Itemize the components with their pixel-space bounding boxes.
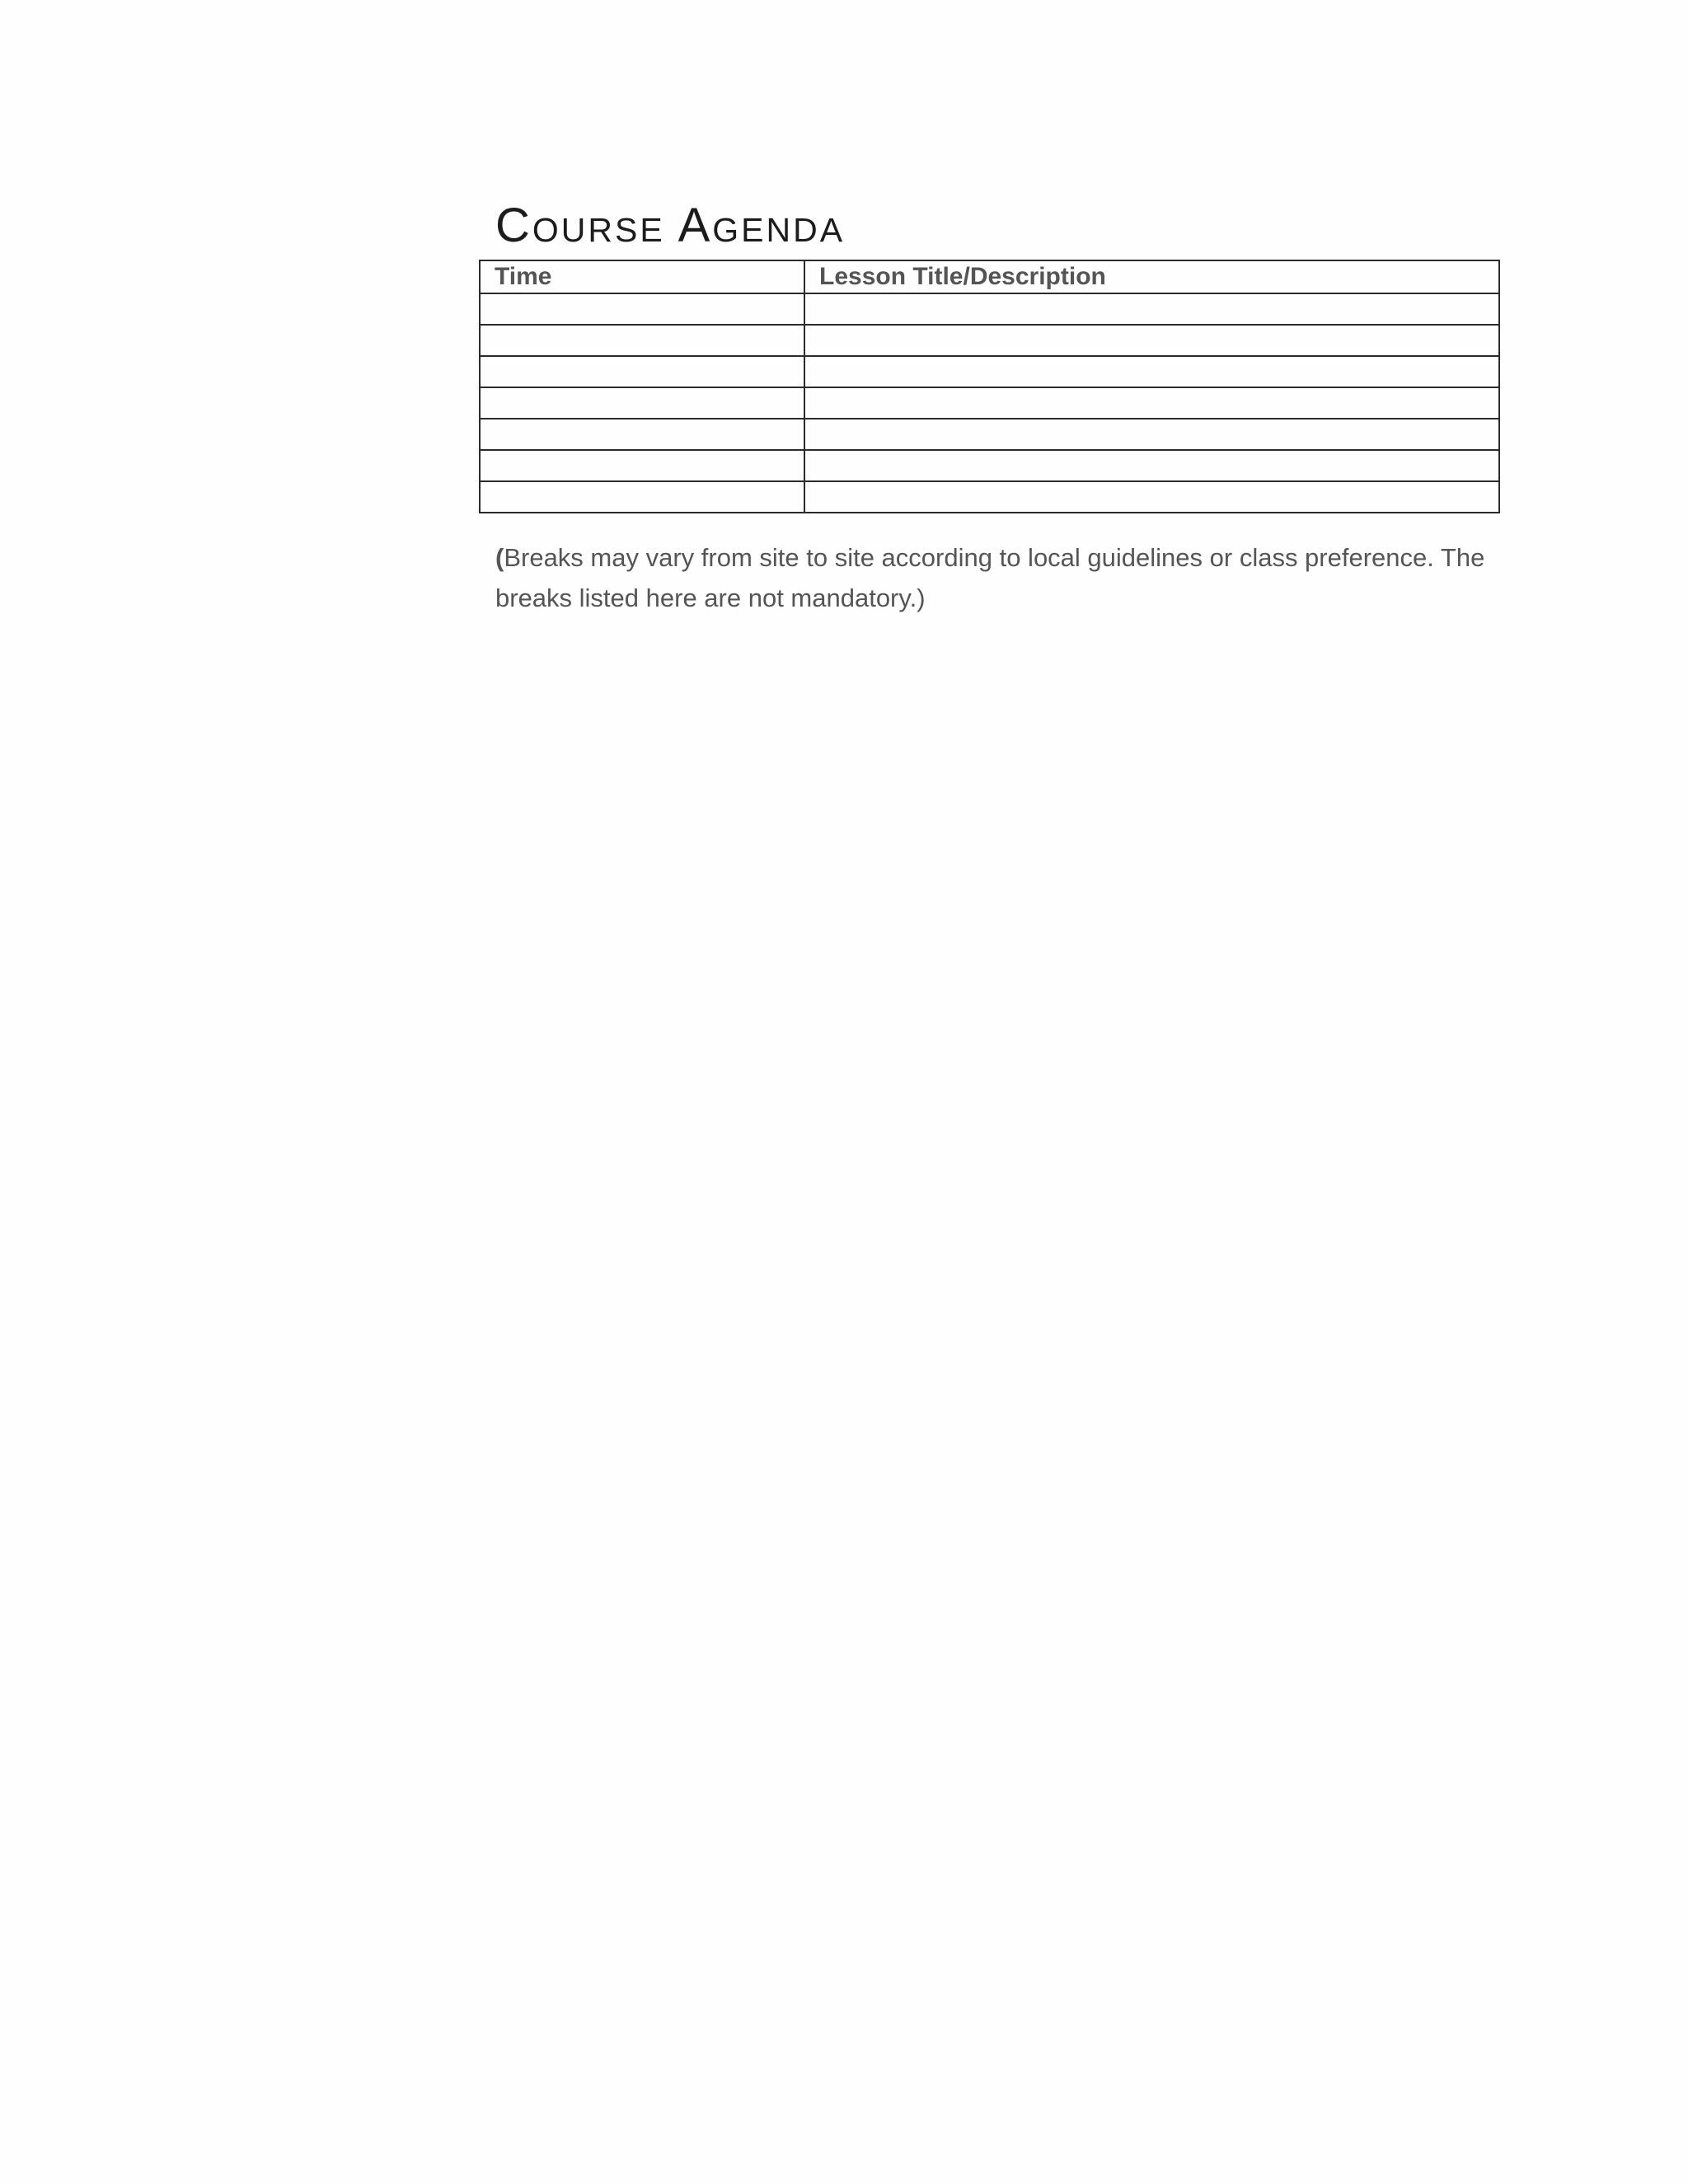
table-row: [480, 325, 1499, 356]
lesson-cell: [804, 450, 1499, 481]
time-cell: [480, 356, 804, 387]
table-header-row: [480, 260, 1499, 293]
note-open-paren: (: [495, 543, 504, 572]
table-row: [480, 293, 1499, 325]
table-row: [480, 481, 1499, 513]
agenda-table: [479, 260, 1500, 513]
time-cell: [480, 293, 804, 325]
column-header-lesson: Lesson Title/Description: [804, 260, 1499, 293]
time-cell: [480, 387, 804, 419]
table-row: [480, 419, 1499, 450]
lesson-cell: [804, 293, 1499, 325]
table-row: [480, 450, 1499, 481]
time-cell: [480, 450, 804, 481]
breaks-note: [495, 537, 1501, 618]
page-title: Course Agenda: [495, 199, 846, 252]
lesson-cell: [804, 356, 1499, 387]
lesson-cell: [804, 387, 1499, 419]
time-cell: [480, 481, 804, 513]
note-text: Breaks may vary from site to site according to local guidelines or class preference. The breaks listed here are not mandatory.): [495, 543, 1485, 612]
lesson-cell: [804, 481, 1499, 513]
lesson-cell: [804, 325, 1499, 356]
table-row: [480, 387, 1499, 419]
column-header-time: Time: [480, 260, 804, 293]
table-row: [480, 356, 1499, 387]
time-cell: [480, 325, 804, 356]
lesson-cell: [804, 419, 1499, 450]
time-cell: [480, 419, 804, 450]
